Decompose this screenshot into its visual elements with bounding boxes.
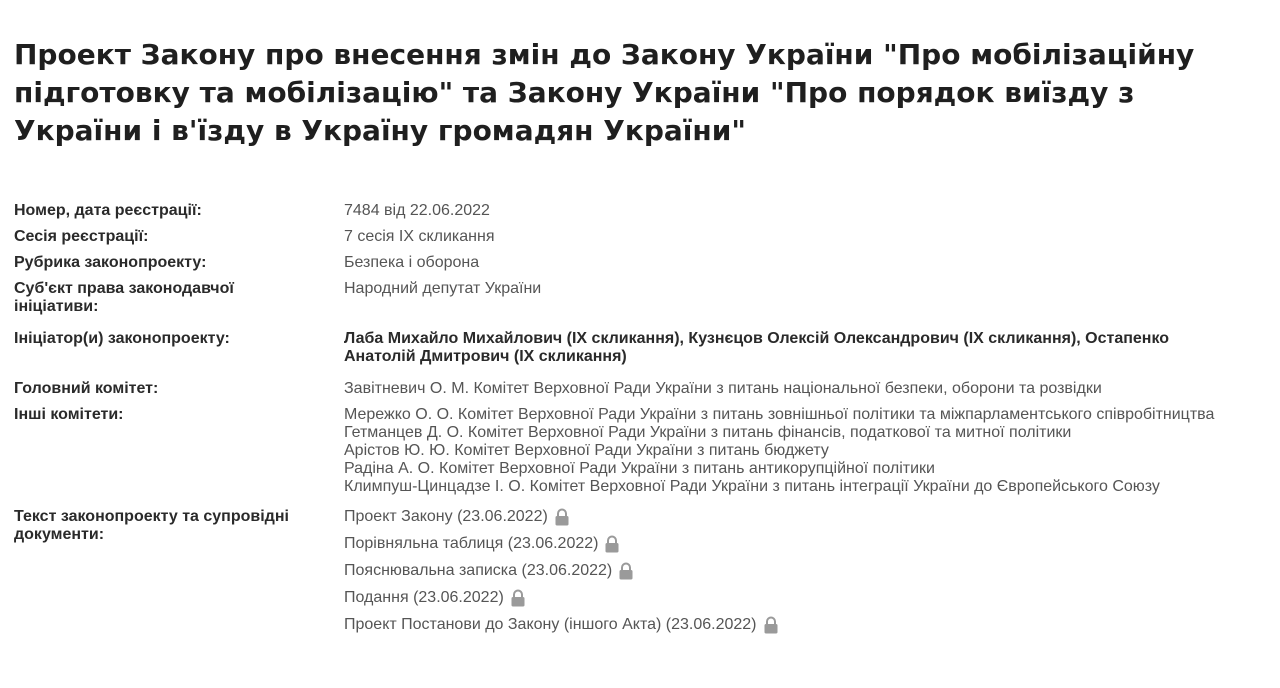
document-link[interactable]: Проект Постанови до Закону (іншого Акта) (23.06.2022) bbox=[344, 616, 757, 633]
lock-icon bbox=[510, 589, 526, 607]
field-documents bbox=[14, 508, 1266, 643]
other-committees-label: Інші комітети: bbox=[14, 406, 124, 423]
other-committee-item: Гетманцев Д. О. Комітет Верховної Ради України з питань фінансів, податкової та митної політики bbox=[344, 424, 1072, 441]
documents-list bbox=[344, 508, 1266, 643]
lock-icon bbox=[618, 562, 634, 580]
documents-label: Текст законопроекту та супровідні документи: bbox=[14, 508, 289, 543]
field-initiators bbox=[14, 330, 1266, 366]
document-item bbox=[344, 589, 1266, 607]
document-item bbox=[344, 616, 1266, 634]
other-committee-item: Арістов Ю. Ю. Комітет Верховної Ради України з питань бюджету bbox=[344, 442, 829, 459]
main-committee-label: Головний комітет: bbox=[14, 380, 159, 397]
document-link[interactable]: Порівняльна таблиця (23.06.2022) bbox=[344, 535, 599, 552]
field-session bbox=[14, 228, 1266, 246]
bill-title: Проект Закону про внесення змін до Закону України "Про мобілізаційну підготовку та мобілізацію" та Закону України "Про порядок виїзду з України і в'їзду в Україну громадян України" bbox=[14, 38, 1195, 147]
document-link[interactable]: Пояснювальна записка (23.06.2022) bbox=[344, 562, 613, 579]
document-item bbox=[344, 562, 1266, 580]
registration-value: 7484 від 22.06.2022 bbox=[344, 202, 490, 219]
field-registration bbox=[14, 202, 1266, 220]
rubric-value: Безпека і оборона bbox=[344, 254, 480, 271]
subject-label: Суб'єкт права законодавчої ініціативи: bbox=[14, 280, 234, 315]
initiators-label: Ініціатор(и) законопроекту: bbox=[14, 330, 230, 347]
subject-value: Народний депутат України bbox=[344, 280, 542, 297]
rubric-label: Рубрика законопроекту: bbox=[14, 254, 207, 271]
lock-icon bbox=[763, 616, 779, 634]
session-label: Сесія реєстрації: bbox=[14, 228, 149, 245]
document-item bbox=[344, 535, 1266, 553]
field-subject bbox=[14, 280, 1266, 316]
registration-label: Номер, дата реєстрації: bbox=[14, 202, 202, 219]
session-value: 7 сесія IX скликання bbox=[344, 228, 495, 245]
document-item bbox=[344, 508, 1266, 526]
lock-icon bbox=[604, 535, 620, 553]
other-committees-list bbox=[344, 406, 1264, 496]
other-committee-item: Климпуш-Цинцадзе І. О. Комітет Верховної Ради України з питань інтеграції України до Європейського Союзу bbox=[344, 478, 1160, 495]
initiators-value: Лаба Михайло Михайлович (IX скликання), Кузнєцов Олексій Олександрович (IX скликання), Остапенко Анатолій Дмитрович (IX скликання) bbox=[344, 330, 1170, 365]
field-main-committee bbox=[14, 380, 1266, 398]
main-committee-value: Завітневич О. М. Комітет Верховної Ради України з питань національної безпеки, оборони та розвідки bbox=[344, 380, 1102, 397]
document-link[interactable]: Проект Закону (23.06.2022) bbox=[344, 508, 548, 525]
other-committee-item: Мережко О. О. Комітет Верховної Ради України з питань зовнішньої політики та міжпарламентського співробітництва bbox=[344, 406, 1215, 423]
field-other-committees bbox=[14, 406, 1266, 496]
lock-icon bbox=[554, 508, 570, 526]
document-link[interactable]: Подання (23.06.2022) bbox=[344, 589, 504, 606]
other-committee-item: Радіна А. О. Комітет Верховної Ради України з питань антикорупційної політики bbox=[344, 460, 935, 477]
field-rubric bbox=[14, 254, 1266, 272]
